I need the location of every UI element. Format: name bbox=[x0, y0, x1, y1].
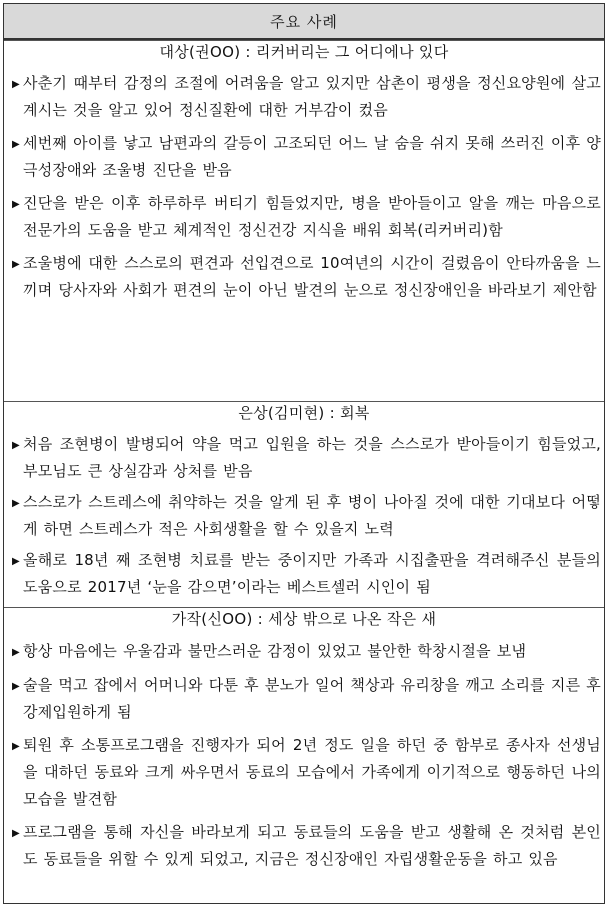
case-section bbox=[4, 401, 604, 607]
bullet-icon: ▶ bbox=[12, 199, 20, 210]
case-section bbox=[4, 607, 604, 903]
table-title: 주요 사례 bbox=[270, 12, 338, 31]
list-item bbox=[4, 819, 604, 873]
case-table bbox=[3, 3, 605, 904]
list-item bbox=[4, 431, 604, 485]
list-item bbox=[4, 732, 604, 813]
bullet-icon: ▶ bbox=[12, 828, 20, 839]
section-title: 대상(권OO) : 리커버리는 그 어디에나 있다 bbox=[159, 43, 449, 61]
item-text: 사춘기 때부터 감정의 조절에 어려움을 알고 있지만 삼촌이 평생을 정신요양원에 살고 계시는 것을 알고 있어 정신질환에 대한 거부감이 컸음 bbox=[23, 74, 601, 119]
bullet-icon: ▶ bbox=[12, 681, 20, 692]
item-text: 스스로가 스트레스에 취약하는 것을 알게 된 후 병이 나아질 것에 대한 기대보다 어떻게 하면 스트레스가 적은 사회생활을 할 수 있을지 노력 bbox=[23, 493, 601, 538]
list-item bbox=[4, 489, 604, 543]
bullet-icon: ▶ bbox=[12, 556, 20, 567]
item-text: 항상 마음에는 우울감과 불만스러운 감정이 있었고 불안한 학창시절을 보냄 bbox=[23, 642, 527, 660]
bullet-icon: ▶ bbox=[12, 498, 20, 509]
item-text: 조울병에 대한 스스로의 편견과 선입견으로 10여년의 시간이 걸렸음이 안타까움을 느끼며 당사자와 사회가 편견의 눈이 아닌 발견의 눈으로 정신장애인을 바라보기 제안함 bbox=[23, 254, 601, 299]
list-item bbox=[4, 250, 604, 304]
list-item bbox=[4, 547, 604, 601]
item-text: 진단을 받은 이후 하루하루 버티기 힘들었지만, 병을 받아들이고 알을 깨는 마음으로 전문가의 도움을 받고 체계적인 정신건강 지식을 배워 회복(리커버리)함 bbox=[23, 194, 601, 239]
section-title: 은상(김미현) : 회복 bbox=[238, 404, 370, 422]
item-text: 술을 먹고 잡에서 어머니와 다툰 후 분노가 일어 책상과 유리창을 깨고 소리를 지른 후 강제입원하게 됨 bbox=[23, 676, 601, 721]
list-item bbox=[4, 130, 604, 184]
item-text: 퇴원 후 소통프로그램을 진행자가 되어 2년 정도 일을 하던 중 함부로 종사자 선생님을 대하던 동료와 크게 싸우면서 동료의 모습에서 가족에게 이기적으로 행동하던 나의 모습을 발견함 bbox=[23, 736, 601, 808]
bullet-icon: ▶ bbox=[12, 259, 20, 270]
list-item bbox=[4, 672, 604, 726]
item-text: 프로그램을 통해 자신을 바라보게 되고 동료들의 도움을 받고 생활해 온 것처럼 본인도 동료들을 위할 수 있게 되었고, 지금은 정신장애인 자립생활운동을 하고 있음 bbox=[23, 823, 601, 868]
list-item bbox=[4, 70, 604, 124]
table-header bbox=[4, 4, 604, 40]
bullet-icon: ▶ bbox=[12, 79, 20, 90]
list-item bbox=[4, 638, 604, 666]
bullet-icon: ▶ bbox=[12, 139, 20, 150]
bullet-icon: ▶ bbox=[12, 647, 20, 658]
item-text: 처음 조현병이 발병되어 약을 먹고 입원을 하는 것을 스스로가 받아들이기 힘들었고, 부모님도 큰 상실감과 상처를 받음 bbox=[23, 435, 601, 480]
section-title: 가작(신OO) : 세상 밖으로 나온 작은 새 bbox=[171, 610, 437, 628]
bullet-icon: ▶ bbox=[12, 440, 20, 451]
item-text: 올해로 18년 째 조현병 치료를 받는 중이지만 가족과 시집출판을 격려해주신 분들의 도움으로 2017년 ‘눈을 감으면’이라는 베스트셀러 시인이 됨 bbox=[23, 551, 601, 596]
list-item bbox=[4, 190, 604, 244]
item-text: 세번째 아이를 낳고 남편과의 갈등이 고조되던 어느 날 숨을 쉬지 못해 쓰러진 이후 양극성장애와 조울병 진단을 받음 bbox=[23, 134, 601, 179]
case-section bbox=[4, 40, 604, 401]
bullet-icon: ▶ bbox=[12, 741, 20, 752]
